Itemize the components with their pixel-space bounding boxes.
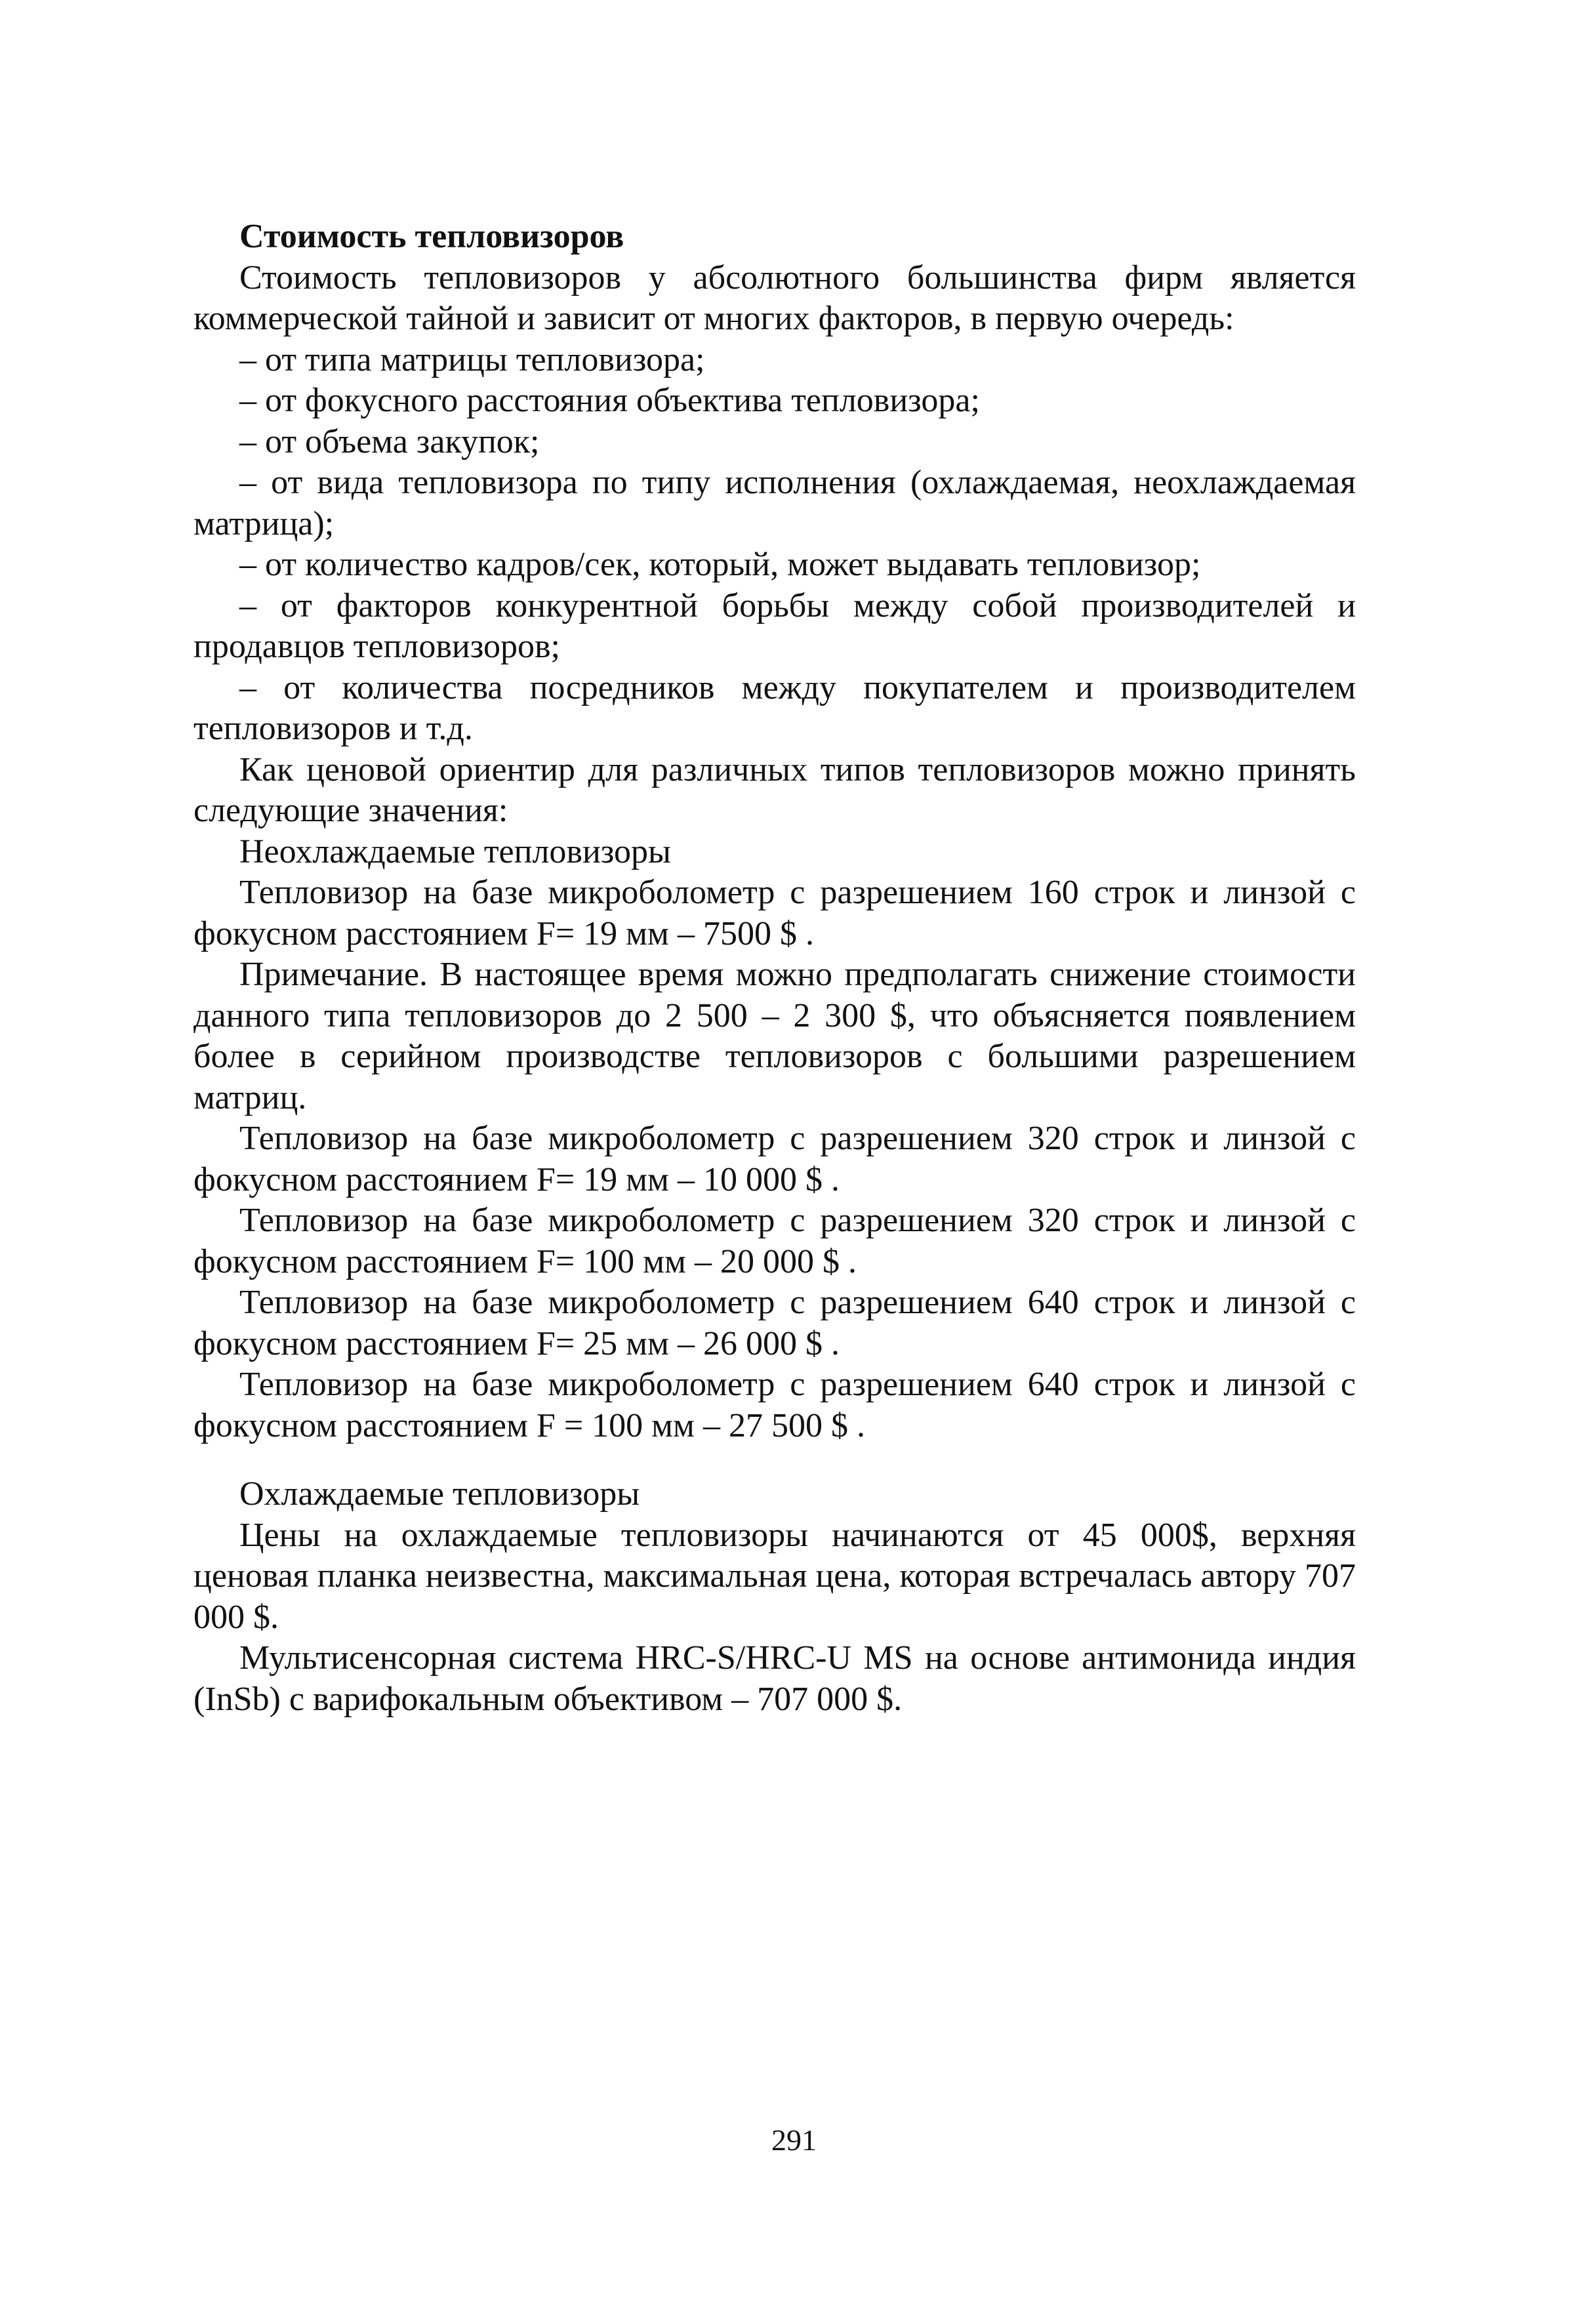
paragraph-cooled-prices: Цены на охлаждаемые тепловизоры начинаются от 45 000$, верхняя ценовая планка неизвестна, максимальная цена, которая встречалась автору 707 000 $. (193, 1516, 1356, 1636)
list-item: – от факторов конкурентной борьбы между собой производителей и продавцов тепловизоров; (193, 586, 1356, 665)
paragraph-intro: Стоимость тепловизоров у абсолютного большинства фирм является коммерческой тайной и зависит от многих факторов, в первую очередь: (193, 258, 1356, 337)
subheading-uncooled: Неохлаждаемые тепловизоры (239, 832, 671, 870)
paragraph-price-item: Тепловизор на базе микроболометр с разрешением 320 строк и линзой с фокусном расстоянием F= 19 мм – 10 000 $ . (193, 1120, 1356, 1198)
list-item: – от количество кадров/сек, который, может выдавать тепловизор; (239, 546, 1201, 583)
section-spacer (193, 1446, 1356, 1474)
paragraph-multisensor: Мультисенсорная система HRC-S/HRC-U MS на основе антимонида индия (InSb) с варифокальным объективом – 707 000 $. (193, 1639, 1356, 1718)
paragraph-price-item: Тепловизор на базе микроболометр с разрешением 160 строк и линзой с фокусном расстоянием F= 19 мм – 7500 $ . (193, 874, 1356, 952)
list-item: – от объема закупок; (239, 422, 540, 460)
page-body (193, 216, 1356, 1720)
list-item: – от типа матрицы тепловизора; (239, 340, 705, 378)
list-item: – от фокусного расстояния объектива тепловизора; (239, 382, 980, 419)
paragraph-price-guide: Как ценовой ориентир для различных типов тепловизоров можно принять следующие значения: (193, 750, 1356, 829)
subheading-cooled: Охлаждаемые тепловизоры (239, 1475, 640, 1513)
paragraph-price-item: Тепловизор на базе микроболометр с разрешением 320 строк и линзой с фокусном расстоянием F= 100 мм – 20 000 $ . (193, 1202, 1356, 1280)
paragraph-note: Примечание. В настоящее время можно предполагать снижение стоимости данного типа тепловизоров до 2 500 – 2 300 $, что объясняется появлением более в серийном производстве тепловизоров с большими разрешением матриц. (193, 956, 1356, 1116)
page-number: 291 (771, 2123, 817, 2157)
list-item: – от количества посредников между покупателем и производителем тепловизоров и т.д. (193, 668, 1356, 747)
paragraph-price-item: Тепловизор на базе микроболометр с разрешением 640 строк и линзой с фокусном расстоянием F= 25 мм – 26 000 $ . (193, 1284, 1356, 1362)
section-heading: Стоимость тепловизоров (239, 218, 624, 255)
paragraph-price-item: Тепловизор на базе микроболометр с разрешением 640 строк и линзой с фокусном расстоянием F = 100 мм – 27 500 $ . (193, 1366, 1356, 1444)
list-item: – от вида тепловизора по типу исполнения (охлаждаемая, неохлаждаемая матрица); (193, 464, 1356, 542)
